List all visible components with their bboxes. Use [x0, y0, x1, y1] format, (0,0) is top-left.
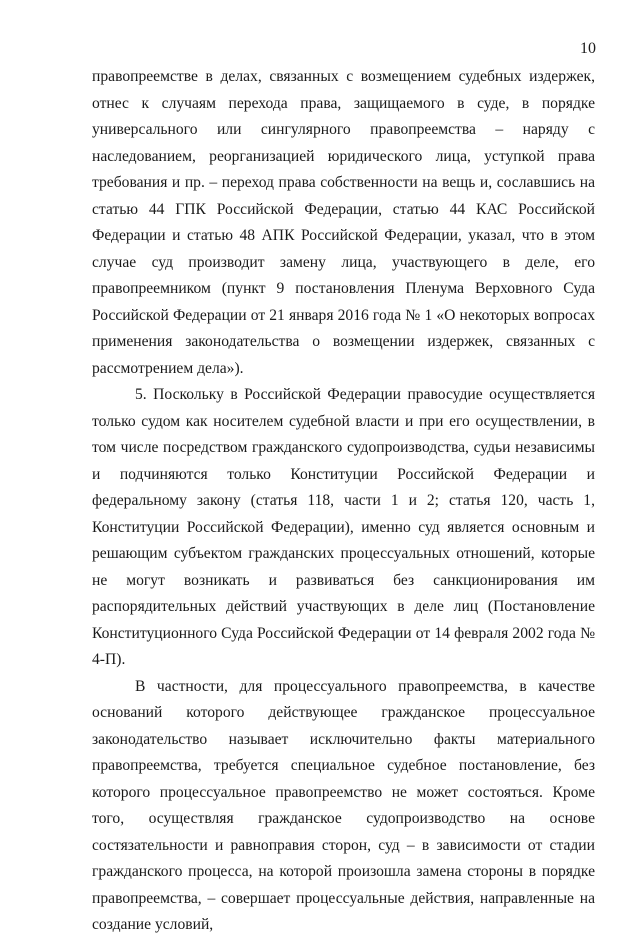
paragraph-continuation: правопреемстве в делах, связанных с возмещением судебных издержек, отнес к случаям перехода права, защищаемого в суде, в порядке универсального или сингулярного правопреемства – наряду с наследованием, реорганизацией юридического лица, уступкой права требования и пр. – переход права собственности на вещь и, сославшись на статью 44 ГПК Российской Федерации, статью 44 КАС Российской Федерации и статью 48 АПК Российской Федерации, указал, что в этом случае суд производит замену лица, участвующего в деле, его правопреемником (пункт 9 постановления Пленума Верховного Суда Российской Федерации от 21 января 2016 года № 1 «О некоторых вопросах применения законодательства о возмещении издержек, связанных с рассмотрением дела»).	[92, 68, 595, 377]
document-body	[92, 64, 595, 939]
page-number: 10	[580, 40, 596, 57]
paragraph-5: 5. Поскольку в Российской Федерации правосудие осуществляется только судом как носителем судебной власти и при его осуществлении, в том числе посредством гражданского судопроизводства, судьи независимы и подчиняются только Конституции Российской Федерации и федеральному закону (статья 118, части 1 и 2; статья 120, часть 1, Конституции Российской Федерации), именно суд является основным и решающим субъектом гражданских процессуальных отношений, которые не могут возникать и развиваться без санкционирования им распорядительных действий участвующих в деле лиц (Постановление Конституционного Суда Российской Федерации от 14 февраля 2002 года № 4-П).	[92, 386, 595, 668]
paragraph-in-particular: В частности, для процессуального правопреемства, в качестве оснований которого действующее гражданское процессуальное законодательство называет исключительно факты материального правопреемства, требуется специальное судебное постановление, без которого процессуальное правопреемство не может состояться. Кроме того, осуществляя гражданское судопроизводство на основе состязательности и равноправия сторон, суд – в зависимости от стадии гражданского процесса, на которой произошла замена стороны в порядке правопреемства, – совершает процессуальные действия, направленные на создание условий,	[92, 677, 595, 933]
